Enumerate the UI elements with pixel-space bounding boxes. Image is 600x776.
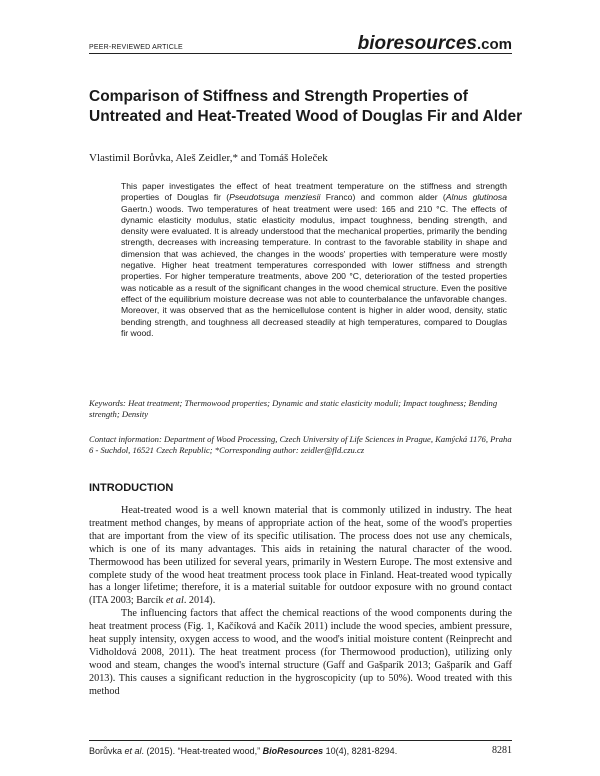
article-title: Comparison of Stiffness and Strength Properties of Untreated and Heat-Treated Wood of Douglas Fir and Alder: [89, 88, 523, 125]
paragraph-1a: Heat-treated wood is a well known material that is commonly utilized in industry. The heat treatment method changes, by means of appropriate action of the heat, some of the wood's properties that are important from the view of its specific utilisation. The process does not use any chemicals, which is one of its many advantages. This aids in retaining the natural character of the wood. Thermowood has been utilized for several years, primarily in Western Europe. The most extensive and complete study of the wood heat treatment process took place in Finland. Heat-treated wood typically has a longer lifetime; therefore, it is a material suitable for outdoor exposure with no ground contact (ITA 2003; Barcík: [89, 505, 512, 607]
author-list: Vlastimil Borůvka, Aleš Zeidler,* and Tomáš Holeček: [89, 152, 328, 164]
section-heading: INTRODUCTION: [89, 482, 174, 494]
abstract: [121, 181, 507, 339]
abstract-text-1: This paper investigates the effect of heat treatment temperature on the stiffness and strength properties of Douglas fir (: [121, 181, 507, 203]
paragraph-1-etal: et al: [166, 595, 184, 607]
keywords: Keywords: Heat treatment; Thermowood properties; Dynamic and static elasticity moduli; Impact toughness; Bending strength; Density: [89, 398, 498, 420]
header-rule: [89, 53, 512, 54]
paragraph-1b: . 2014).: [183, 595, 216, 607]
cite-mid: . (2015). “Heat-treated wood,”: [141, 746, 263, 756]
cite-etal: et al: [124, 746, 142, 756]
paragraph: [89, 505, 512, 608]
cite-tail: 10(4), 8281-8294.: [323, 746, 398, 756]
page-number: 8281: [492, 745, 512, 756]
cite-authors: Borůvka: [89, 746, 125, 756]
footer-citation: [89, 746, 397, 756]
paragraph-2: The influencing factors that affect the chemical reactions of the wood components during the heat treatment process (Fig. 1, Kačíková and Kačík 2011) include the wood species, ambient pressure, heat supply intensity, oxygen access to wood, and the wood's initial moisture content (Reinprecht and Vidholdová 2008, 2011). The heat treatment process (for Thermowood production), utilizing only wood and steam, changes the wood's internal structure (Gaff and Gašparík 2013; Gašparík and Gaff 2013). This causes a significant reduction in the hygroscopicity (up to 50%). Wood treated with this method: [89, 608, 512, 697]
paragraph: [89, 608, 512, 698]
abstract-text-2: Franco) and common alder (: [320, 192, 446, 203]
footer-rule: [89, 740, 512, 741]
running-header-left: PEER-REVIEWED ARTICLE: [89, 44, 183, 51]
abstract-species-2: Alnus glutinosa: [445, 192, 507, 203]
body-text: [89, 505, 512, 699]
abstract-species-1: Pseudotsuga menziesii: [229, 192, 321, 203]
brand-main: bioresources: [357, 33, 477, 54]
abstract-text-3: Gaertn.) woods. Two temperatures of heat treatment were used: 165 and 210 °C. The effects of dynamic elasticity modulus, static elasticity modulus, impact toughness, bending strength, and density were evaluated. It is already understood that the mechanical properties, primarily the bending strength, decreases with increasing temperature. In contrast to the favorable stability in shape and dimension that was achieved, the changes in the woods' properties with temperature were mostly negative. Higher heat treatment temperatures corresponded with lower stiffness and strength properties. For higher temperature treatments, above 200 °C, deterioration of the tested properties was noticable as a result of the significant changes in the wood chemical structure. Even the positive effect of the equilibrium moisture decrease was not able to counterbalance the unfavorable changes. Moreover, it was observed that as the hemicellulose content is higher in alder wood, density, static bending strength, and toughness all decreased steadily at high temperatures, compared to Douglas fir wood.: [121, 203, 507, 338]
brand-suffix: .com: [476, 36, 512, 53]
contact-information: Contact information: Department of Wood Processing, Czech University of Life Sciences in Prague, Kamýcká 1176, Praha 6 - Suchdol, 16521 Czech Republic; *Corresponding author: zeidler@fld.czu.cz: [89, 434, 512, 456]
cite-journal: BioResources: [262, 746, 324, 756]
journal-brand[interactable]: [358, 33, 512, 55]
